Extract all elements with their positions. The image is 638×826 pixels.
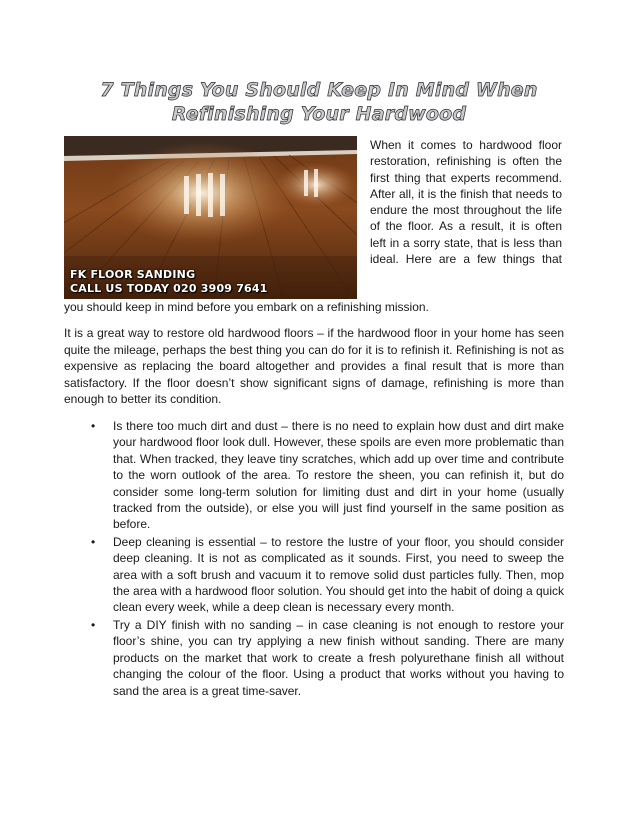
list-item-text: Is there too much dirt and dust – there is no need to explain how dust and dirt make your hardwood floor look dull. However, these spoils are even more problematic than that. When tracked, they leave tiny scratches, which add up over time and contribute to the worn outlook of the area. To restore the sheen, you can refinish it, but do consider some long-term solution for limiting dust and dirt in your home (usually tracked from the outside), or else you will just find yourself in the same position as before. <box>113 419 564 532</box>
intro-paragraph-part-2: you should keep in mind before you embark on a refinishing mission. <box>64 300 429 314</box>
list-item-text: Try a DIY finish with no sanding – in case cleaning is not enough to restore your floor’s shine, you can try applying a new finish without sanding. There are many products on the market that work to create a fresh polyurethane finish all without changing the colour of the floor. Using a product that works without you having to sand the area is a great time-saver. <box>113 617 564 698</box>
list-item <box>64 534 564 616</box>
list-item-text: Deep cleaning is essential – to restore the lustre of your floor, you should consider deep cleaning. It is not as complicated as it sounds. First, you need to sweep the area with a soft brush and vacuum it to remove solid dust particles fully. Then, mop the area with a hardwood floor solution. You should get into the habit of doing a quick clean every week, while a deep clean is necessary every month. <box>113 534 564 615</box>
tips-list <box>64 418 564 700</box>
bullet-icon: • <box>91 534 96 549</box>
bullet-icon: • <box>91 419 96 433</box>
title-line-1: 7 Things You Should Keep In Mind When <box>100 79 538 101</box>
hardwood-floor-photo <box>64 136 357 299</box>
body-paragraph: It is a great way to restore old hardwood floors – if the hardwood floor in your home has seen quite the mileage, perhaps the best thing you can do for it is to refinish it. Refinishing is not as expensive as replacing the board altogether and provides a final result that is more than satisfactory. If the floor doesn’t show significant signs of damage, refinishing is more than enough to better its condition. <box>64 326 564 407</box>
intro-paragraph-part-1: When it comes to hardwood floor restoration, refinishing is often the first thing that experts recommend. After all, it is the finish that needs to endure the most throughout the life of the floor. As a result, it is often left in a sorry state, that is less than ideal. Here are a few things that <box>370 138 562 267</box>
photo-caption-company: FK FLOOR SANDING <box>70 268 196 281</box>
list-item <box>64 617 564 699</box>
photo-caption-phone: CALL US TODAY 020 3909 7641 <box>70 282 268 295</box>
document-title <box>0 78 638 126</box>
title-line-2: Refinishing Your Hardwood <box>171 103 467 125</box>
list-item <box>64 418 564 533</box>
bullet-icon: • <box>91 617 96 632</box>
